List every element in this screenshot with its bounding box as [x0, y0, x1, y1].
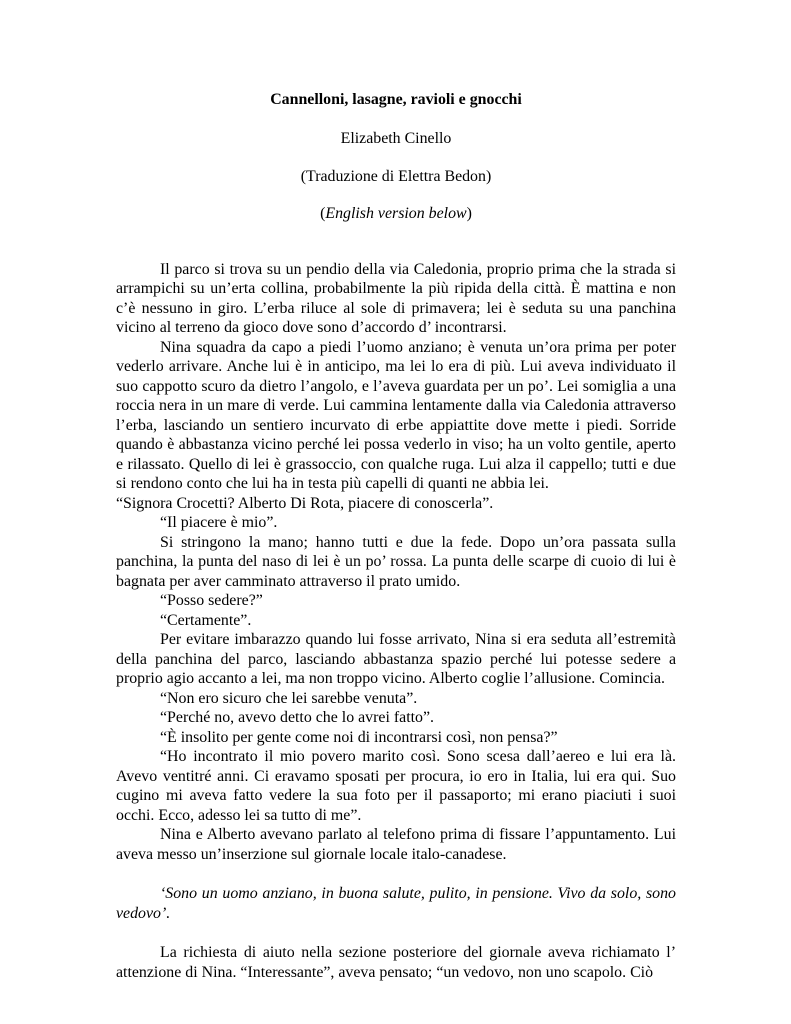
paragraph: La richiesta di aiuto nella sezione posteriore del giornale aveva richiamato l’ attenzione di Nina. “Interessante”, aveva pensato; “un vedovo, non uno scapolo. Ciò [116, 944, 676, 981]
paragraph: Nina e Alberto avevano parlato al telefono prima di fissare l’appuntamento. Lui aveva messo un’inserzione sul giornale locale italo-canadese. [116, 826, 676, 863]
note-close-paren: ) [466, 205, 472, 222]
paragraph: Nina squadra da capo a piedi l’uomo anziano; è venuta un’ora prima per poter vederlo arrivare. Anche lui è in anticipo, ma lei lo era di più. Lui aveva individuato il suo cappotto scuro da dietro l’angolo, e l’aveva guardata per un po’. Lei somiglia a una roccia nera in un mare di verde. Lui cammina lentamente dalla via Caledonia attraverso l’erba, lasciando un sentiero incurvato di erbe appiattite dove mette i piedi. Sorride quando è abbastanza vicino perché lei possa vederlo in viso; ha un volto gentile, aperto e rilassato. Quello di lei è grassoccio, con qualche ruga. Lui alza il cappello; tutti e due si rendono conto che lui ha in testa più capelli di quanti ne abbia lei. [116, 338, 676, 492]
dialogue-line: “È insolito per gente come noi di incontrarsi così, non pensa?” [160, 728, 558, 746]
story-body [116, 260, 676, 983]
dialogue-line: “Il piacere è mio”. [160, 514, 278, 531]
document-page [116, 88, 676, 982]
story-title: Cannelloni, lasagne, ravioli e gnocchi [270, 91, 522, 108]
dialogue-line: “Posso sedere?” [160, 592, 263, 609]
paragraph: “Ho incontrato il mio povero marito così. Sono scesa dall’aereo e lui era là. Avevo ventitré anni. Ci eravamo sposati per procura, io ero in Italia, lui era qui. Suo cugino mi aveva fatto vedere la sua foto per il passaporto; mi erano piaciuti i suoi occhi. Ecco, adesso lei sa tutto di me”. [116, 748, 676, 824]
dialogue-line: “Certamente”. [160, 611, 252, 629]
dialogue-line: “Non ero sicuro che lei sarebbe venuta”. [160, 689, 418, 707]
paragraph: Il parco si trova su un pendio della via Caledonia, proprio prima che la strada si arrampichi su un’erta collina, probabilmente la più ripida della città. È mattina e non c’è nessuno in giro. L’erba riluce al sole di primavera; lei è seduta su una panchina vicino al terreno da gioco dove sono d’accordo d’ incontrarsi. [116, 260, 676, 336]
author-name: Elizabeth Cinello [340, 130, 452, 147]
english-version-note [116, 204, 676, 224]
translator-credit: (Traduzione di Elettra Bedon) [300, 167, 492, 185]
classified-ad-quote: ‘Sono un uomo anziano, in buona salute, pulito, in pensione. Vivo da solo, sono vedovo’. [116, 885, 676, 922]
dialogue-line: “Signora Crocetti? Alberto Di Rota, piacere di conoscerla”. [116, 494, 494, 512]
note-italic-text: English version below [325, 205, 467, 222]
paragraph: Per evitare imbarazzo quando lui fosse arrivato, Nina si era seduta all’estremità della panchina del parco, lasciando abbastanza spazio perché lui potesse sedere a proprio agio accanto a lei, ma non troppo vicino. Alberto coglie l’allusione. Comincia. [116, 631, 676, 687]
paragraph: Si stringono la mano; hanno tutti e due la fede. Dopo un’ora passata sulla panchina, la punta del naso di lei è un po’ rossa. La punta delle scarpe di cuoio di lui è bagnata per aver camminato attraverso il prato umido. [116, 533, 676, 590]
note-open-paren: ( [320, 205, 326, 222]
dialogue-line: “Perché no, avevo detto che lo avrei fatto”. [160, 709, 434, 726]
